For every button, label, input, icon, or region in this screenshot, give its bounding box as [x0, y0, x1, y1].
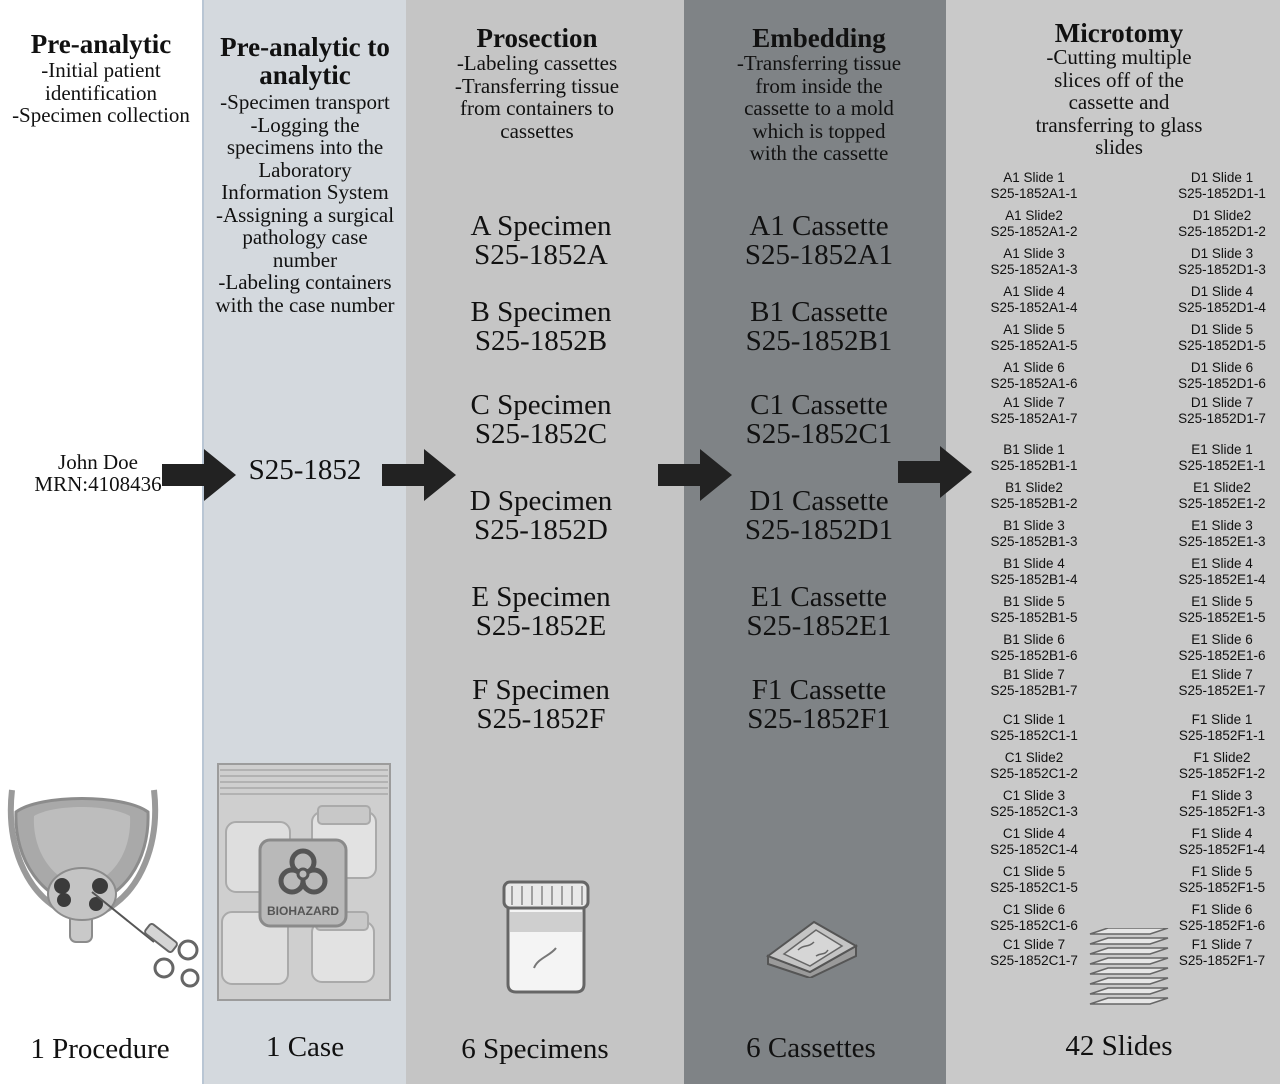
slide-label: [964, 322, 1104, 354]
cassette-id: S25-1852E1: [746, 610, 892, 642]
slide-name: B1 Slide 5: [1003, 594, 1065, 609]
slide-name: B1 Slide2: [1005, 480, 1063, 495]
column-microtomy: [946, 0, 1280, 1084]
slide-id: S25-1852E1-2: [1178, 496, 1266, 511]
slide-label: [964, 864, 1104, 896]
cassette-id: S25-1852F1: [747, 703, 891, 735]
specimen-id: S25-1852D: [474, 514, 608, 546]
cassette-name: F1 Cassette: [751, 674, 887, 706]
slide-label: [964, 902, 1104, 934]
slide-id: S25-1852B1-4: [990, 572, 1078, 587]
slide-id: S25-1852B1-7: [990, 683, 1078, 698]
cassette-id: S25-1852D1: [744, 514, 894, 546]
column-pre-analytic: [0, 0, 204, 1084]
slide-id: S25-1852E1-7: [1178, 683, 1266, 698]
column-prosection: [406, 0, 684, 1084]
column-header: [952, 19, 1280, 159]
slide-id: S25-1852A1-5: [990, 338, 1078, 353]
specimen-label: [402, 391, 680, 449]
column-header: [398, 24, 676, 142]
slide-id: S25-1852D1-2: [1178, 224, 1266, 239]
slide-label: [1152, 632, 1280, 664]
slide-label: [964, 556, 1104, 588]
slide-id: S25-1852B1-5: [990, 610, 1078, 625]
column-header: [688, 24, 950, 165]
slide-label: [964, 518, 1104, 550]
slide-label: [1152, 518, 1280, 550]
biohazard-bag-icon: [216, 762, 394, 1002]
slide-id: S25-1852D1-4: [1178, 300, 1266, 315]
cassette-label: [688, 676, 950, 734]
tissue-cassette-icon: [764, 916, 860, 978]
slide-label: [1152, 667, 1280, 699]
slide-id: S25-1852E1-1: [1178, 458, 1266, 473]
slide-label: [1152, 826, 1280, 858]
slide-id: S25-1852C1-7: [990, 953, 1078, 968]
slide-name: C1 Slide 6: [1002, 902, 1066, 917]
slide-id: S25-1852C1-1: [990, 728, 1078, 743]
slide-label: [964, 712, 1104, 744]
slide-id: S25-1852A1-2: [990, 224, 1078, 239]
slide-id: S25-1852A1-1: [990, 186, 1078, 201]
slide-id: S25-1852A1-6: [990, 376, 1078, 391]
slide-id: S25-1852F1-3: [1178, 804, 1266, 819]
slide-id: S25-1852A1-7: [990, 411, 1078, 426]
column-description: -Specimen transport -Logging the specimens into the Laboratory Information System -Assigning a surgical pathology case number -Labeling containers with the case number: [215, 90, 395, 317]
slide-id: S25-1852D1-6: [1178, 376, 1266, 391]
slide-name: E1 Slide 3: [1191, 518, 1253, 533]
slide-label: [964, 632, 1104, 664]
slide-name: E1 Slide2: [1193, 480, 1251, 495]
slide-name: B1 Slide 6: [1003, 632, 1065, 647]
slide-id: S25-1852A1-4: [990, 300, 1078, 315]
slide-label: [1152, 442, 1280, 474]
slide-label: [1152, 712, 1280, 744]
cassette-id: S25-1852C1: [745, 418, 893, 450]
slide-name: E1 Slide 7: [1191, 667, 1253, 682]
slide-name: A1 Slide 7: [1003, 395, 1065, 410]
column-description: -Transferring tissue from inside the cassette to a mold which is topped with the cassette: [736, 51, 902, 165]
column-footer: 1 Case: [265, 1031, 345, 1063]
slide-name: B1 Slide 4: [1003, 556, 1065, 571]
slide-id: S25-1852E1-3: [1178, 534, 1266, 549]
column-footer: 6 Specimens: [461, 1033, 609, 1065]
specimen-id: S25-1852B: [474, 325, 608, 357]
slide-id: S25-1852A1-3: [990, 262, 1078, 277]
column-title: Pre-analytic: [30, 29, 172, 59]
slide-name: B1 Slide 1: [1003, 442, 1065, 457]
slide-id: S25-1852F1-1: [1178, 728, 1266, 743]
slide-label: [1152, 284, 1280, 316]
slide-label: [1152, 594, 1280, 626]
slide-name: D1 Slide 5: [1190, 322, 1254, 337]
slide-label: [964, 594, 1104, 626]
slide-name: A1 Slide2: [1005, 208, 1063, 223]
slide-label: [964, 750, 1104, 782]
slide-id: S25-1852E1-5: [1178, 610, 1266, 625]
column-footer: 1 Procedure: [30, 1033, 170, 1065]
column-footer: 42 Slides: [1065, 1030, 1173, 1062]
slide-label: [964, 395, 1104, 427]
specimen-name: D Specimen: [469, 485, 613, 517]
slide-name: E1 Slide 6: [1191, 632, 1253, 647]
slide-id: S25-1852B1-3: [990, 534, 1078, 549]
column-embedding: [684, 0, 946, 1084]
slide-id: S25-1852D1-3: [1178, 262, 1266, 277]
slide-label: [1152, 170, 1280, 202]
cassette-label: [688, 212, 950, 270]
slide-name: C1 Slide 4: [1002, 826, 1066, 841]
slide-name: D1 Slide 7: [1190, 395, 1254, 410]
column-title: Prosection: [476, 23, 598, 53]
slide-name: A1 Slide 6: [1003, 360, 1065, 375]
slide-id: S25-1852D1-7: [1178, 411, 1266, 426]
prostate-biopsy-icon: [4, 782, 202, 992]
slide-label: [964, 360, 1104, 392]
arrow-right-icon: [898, 446, 972, 498]
slide-label: [1152, 246, 1280, 278]
slide-label: [1152, 750, 1280, 782]
slide-label: [1152, 480, 1280, 512]
case-number: S25-1852: [248, 454, 362, 486]
cassette-id: S25-1852A1: [744, 239, 894, 271]
cassette-name: C1 Cassette: [750, 389, 888, 421]
slide-name: B1 Slide 7: [1003, 667, 1065, 682]
arrow-right-icon: [382, 449, 456, 501]
slide-label: [1152, 322, 1280, 354]
specimen-id: S25-1852A: [474, 239, 608, 271]
column-header: [204, 33, 406, 316]
glass-slides-icon: [1086, 928, 1172, 1018]
cassette-id: S25-1852B1: [745, 325, 893, 357]
slide-name: D1 Slide 4: [1190, 284, 1254, 299]
cassette-label: [688, 298, 950, 356]
cassette-label: [688, 583, 950, 641]
slide-name: A1 Slide 5: [1003, 322, 1065, 337]
slide-name: F1 Slide 7: [1191, 937, 1253, 952]
slide-name: F1 Slide 1: [1191, 712, 1253, 727]
slide-name: F1 Slide 6: [1191, 902, 1253, 917]
column-description: -Cutting multiple slices off of the cassette and transferring to glass slides: [1035, 45, 1203, 159]
slide-name: C1 Slide 3: [1002, 788, 1066, 803]
slide-id: S25-1852F1-5: [1178, 880, 1266, 895]
biohazard-label: BIOHAZARD: [267, 904, 339, 918]
slide-name: F1 Slide 5: [1191, 864, 1253, 879]
slide-id: S25-1852B1-6: [990, 648, 1078, 663]
slide-name: D1 Slide 6: [1190, 360, 1254, 375]
cassette-name: E1 Cassette: [750, 581, 888, 613]
slide-id: S25-1852C1-5: [990, 880, 1078, 895]
slide-id: S25-1852C1-2: [990, 766, 1078, 781]
slide-label: [964, 170, 1104, 202]
slide-name: F1 Slide 3: [1191, 788, 1253, 803]
slide-label: [1152, 208, 1280, 240]
slide-id: S25-1852F1-7: [1178, 953, 1266, 968]
slide-name: D1 Slide 1: [1190, 170, 1254, 185]
specimen-label: [402, 676, 680, 734]
slide-id: S25-1852F1-2: [1178, 766, 1266, 781]
slide-name: A1 Slide 4: [1003, 284, 1065, 299]
slide-name: D1 Slide2: [1192, 208, 1252, 223]
column-header: [0, 30, 202, 127]
slide-label: [964, 480, 1104, 512]
slide-id: S25-1852C1-4: [990, 842, 1078, 857]
slide-label: [1152, 788, 1280, 820]
slide-name: C1 Slide 7: [1002, 937, 1066, 952]
arrow-right-icon: [162, 449, 236, 501]
slide-name: B1 Slide 3: [1003, 518, 1065, 533]
specimen-id: S25-1852F: [476, 703, 606, 735]
column-title: Pre-analytic to analytic: [220, 32, 390, 90]
cassette-name: B1 Cassette: [750, 296, 888, 328]
specimen-label: [402, 212, 680, 270]
slide-id: S25-1852D1-1: [1178, 186, 1266, 201]
slide-id: S25-1852E1-4: [1178, 572, 1266, 587]
column-title: Embedding: [752, 23, 886, 53]
specimen-id: S25-1852C: [474, 418, 608, 450]
cassette-name: D1 Cassette: [749, 485, 889, 517]
column-description: -Initial patient identification -Specimen collection: [12, 58, 190, 127]
slide-id: S25-1852B1-1: [990, 458, 1078, 473]
slide-label: [964, 788, 1104, 820]
specimen-jar-icon: [498, 878, 594, 996]
slide-id: S25-1852F1-4: [1178, 842, 1266, 857]
slide-label: [964, 208, 1104, 240]
slide-id: S25-1852F1-6: [1178, 918, 1266, 933]
slide-name: F1 Slide2: [1193, 750, 1251, 765]
slide-label: [1152, 556, 1280, 588]
slide-name: C1 Slide2: [1004, 750, 1064, 765]
column-footer: 6 Cassettes: [746, 1032, 876, 1064]
cassette-label: [688, 391, 950, 449]
slide-id: S25-1852B1-2: [990, 496, 1078, 511]
slide-id: S25-1852C1-6: [990, 918, 1078, 933]
specimen-name: F Specimen: [472, 674, 610, 706]
slide-id: S25-1852D1-5: [1178, 338, 1266, 353]
slide-name: E1 Slide 4: [1191, 556, 1253, 571]
slide-name: A1 Slide 1: [1003, 170, 1065, 185]
slide-label: [964, 284, 1104, 316]
slide-id: S25-1852C1-3: [990, 804, 1078, 819]
cassette-name: A1 Cassette: [749, 210, 889, 242]
slide-label: [1152, 864, 1280, 896]
slide-name: E1 Slide 5: [1191, 594, 1253, 609]
slide-id: S25-1852E1-6: [1178, 648, 1266, 663]
patient-mrn: MRN:4108436: [34, 472, 162, 496]
specimen-name: A Specimen: [470, 210, 612, 242]
slide-name: C1 Slide 1: [1002, 712, 1066, 727]
slide-label: [964, 667, 1104, 699]
slide-label: [1152, 360, 1280, 392]
specimen-name: B Specimen: [470, 296, 612, 328]
column-description: -Labeling cassettes -Transferring tissue from containers to cassettes: [454, 51, 620, 143]
patient-name: John Doe: [58, 450, 138, 474]
column-pre-analytic-to-analytic: [204, 0, 406, 1084]
slide-label: [964, 442, 1104, 474]
slide-name: F1 Slide 4: [1191, 826, 1253, 841]
slide-label: [964, 246, 1104, 278]
specimen-label: [402, 583, 680, 641]
specimen-name: E Specimen: [471, 581, 611, 613]
slide-label: [1152, 395, 1280, 427]
slide-name: D1 Slide 3: [1190, 246, 1254, 261]
column-title: Microtomy: [1054, 18, 1184, 48]
slide-name: A1 Slide 3: [1003, 246, 1065, 261]
slide-label: [964, 937, 1104, 969]
specimen-label: [402, 298, 680, 356]
arrow-right-icon: [658, 449, 732, 501]
slide-name: C1 Slide 5: [1002, 864, 1066, 879]
slide-name: E1 Slide 1: [1191, 442, 1253, 457]
specimen-id: S25-1852E: [475, 610, 607, 642]
specimen-name: C Specimen: [470, 389, 612, 421]
slide-label: [964, 826, 1104, 858]
